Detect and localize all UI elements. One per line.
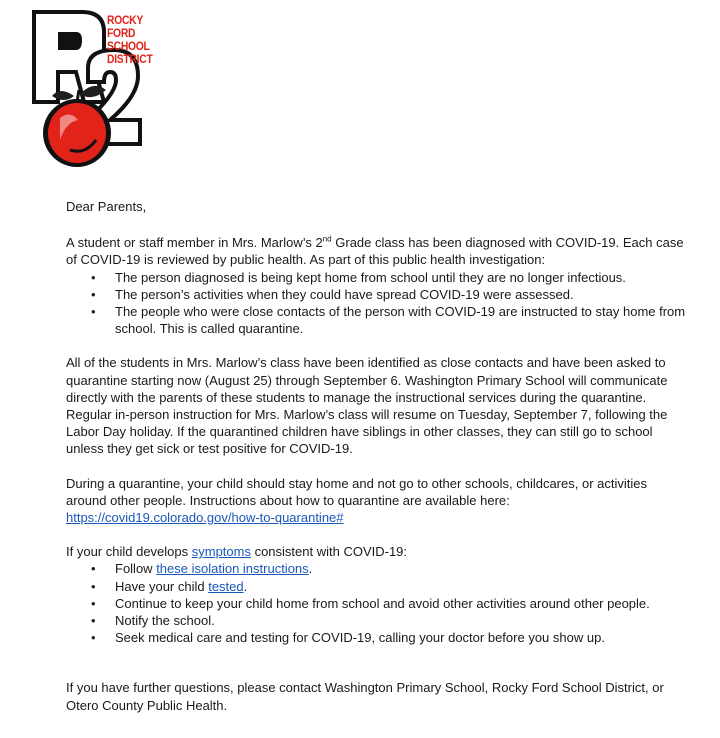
greeting: Dear Parents, xyxy=(66,199,147,214)
paragraph-instructions: During a quarantine, your child should stay home and not go to other schools, childcares, or activities around other people. Instructions about how to quarantine are available here: https://covid19.colorado.gov/how-to-quarantine# xyxy=(66,475,647,526)
paragraph-diagnosis: A student or staff member in Mrs. Marlow’s 2nd Grade class has been diagnosed with COVID-19. Each case of COVID-19 is reviewed by public health. As part of this public health investigation: xyxy=(66,234,684,268)
list-item: • The person diagnosed is being kept home from school until they are no longer infectious. xyxy=(115,269,686,286)
district-name-line: ROCKY xyxy=(107,13,143,27)
list-item: • Seek medical care and testing for COVID-19, calling your doctor before you show up. xyxy=(115,629,686,646)
list-item: • The person’s activities when they could have spread COVID-19 were assessed. xyxy=(115,286,686,303)
district-name xyxy=(107,14,153,66)
list-item: • Follow these isolation instructions. xyxy=(115,560,686,577)
paragraph-quarantine: All of the students in Mrs. Marlow’s class have been identified as close contacts and have been asked to quarantine starting now (August 25) through September 6. Washington Primary School will communicate directly with the parents of these students to manage the instructional services during the quarantine. Regular in-person instruction for Mrs. Marlow’s class will resume on Tuesday, September 7, following the Labor Day holiday. If the quarantined children have siblings in other classes, they can still go to school unless they get sick or test positive for COVID-19. xyxy=(66,355,668,457)
quarantine-link[interactable]: https://covid19.colorado.gov/how-to-quarantine# xyxy=(66,510,344,526)
paragraph-closing: If you have further questions, please contact Washington Primary School, Rocky Ford School District, or Otero County Public Health. xyxy=(66,680,664,713)
list-item: • The people who were close contacts of the person with COVID-19 are instructed to stay home from school. This is called quarantine. xyxy=(115,303,686,337)
isolation-instructions-link[interactable]: these isolation instructions xyxy=(156,561,309,577)
paragraph-symptoms: If your child develops symptoms consistent with COVID-19: xyxy=(66,544,408,560)
symptoms-list xyxy=(66,560,686,646)
district-name-line: FORD xyxy=(107,26,136,40)
list-item: • Continue to keep your child home from school and avoid other activities around other people. xyxy=(115,595,686,612)
list-item: • Have your child tested. xyxy=(115,578,686,595)
district-name-line: DISTRICT xyxy=(107,52,153,66)
list-item: • Notify the school. xyxy=(115,612,686,629)
symptoms-link[interactable]: symptoms xyxy=(191,544,251,560)
letter-body xyxy=(66,198,686,714)
tested-link[interactable]: tested xyxy=(208,578,244,594)
district-name-line: SCHOOL xyxy=(107,39,150,53)
investigation-list xyxy=(66,269,686,338)
